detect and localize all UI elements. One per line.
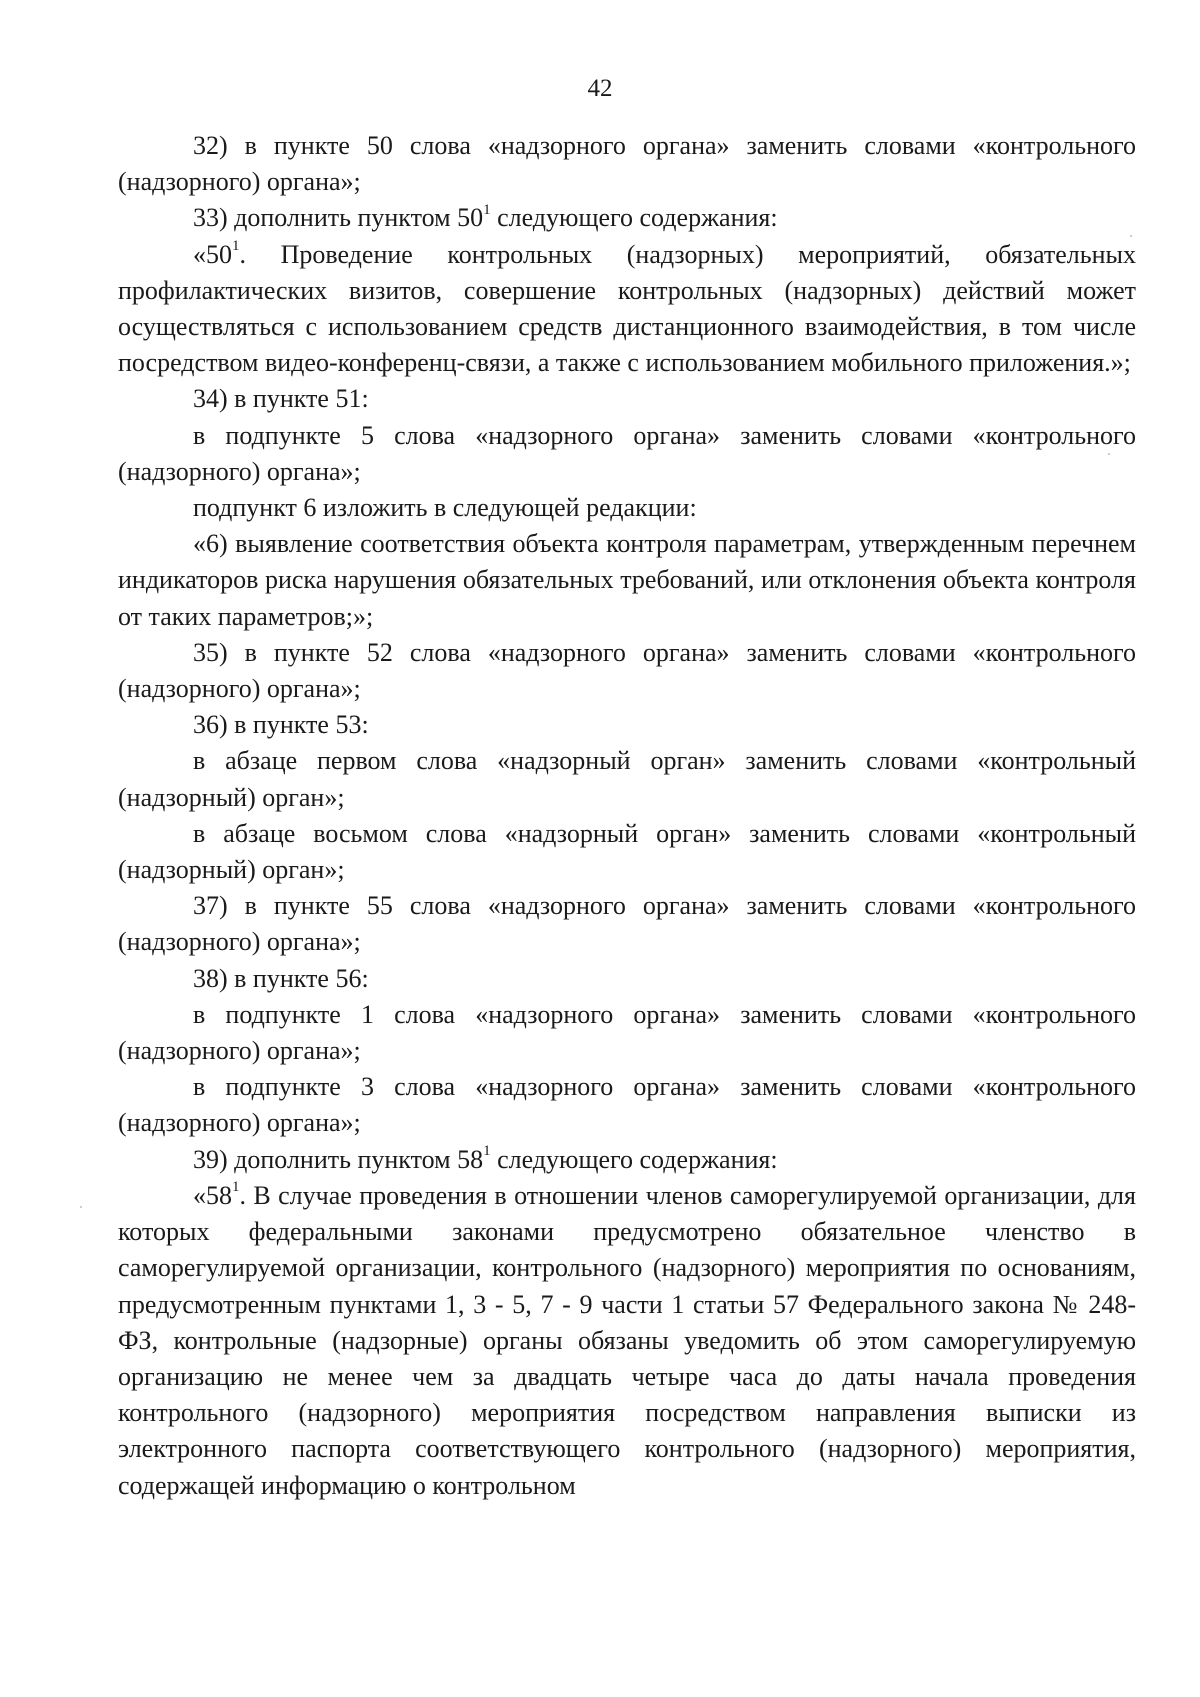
paragraph-quote-58-1: «$58^1$. В случае проведения в отношении членов саморегулируемой организации, для которых федеральными законами предусмотрено обязательное членство в саморегулируемой организации, контрольного (надзорного) мероприятия по основаниям, предусмотренным пунктами 1, 3 - 5, 7 - 9 части 1 статьи 57 Федерального закона № 248-ФЗ, контрольные (надзорные) органы обязаны уведомить об этом саморегулируемую организацию не менее чем за двадцать четыре часа до даты начала проведения контрольного (надзорного) мероприятия посредством направления выписки из электронного паспорта соответствующего контрольного (надзорного) мероприятия, содержащей информацию о контрольном	[118, 1179, 1136, 1500]
paragraph-quote-50-1: «$50^1$. Проведение контрольных (надзорных) мероприятий, обязательных профилактических визитов, совершение контрольных (надзорных) действий может осуществляться с использованием средств дистанционного взаимодействия, в том числе посредством видео-конференц-связи, а также с использованием мобильного приложения.»;	[118, 237, 1136, 378]
paragraph-item-32: 32) в пункте 50 слова «надзорного органа» заменить словами «контрольного (надзорного) органа»;	[118, 131, 1136, 197]
paragraph-item-39: 39) дополнить пунктом $58^1$ следующего содержания:	[193, 1143, 778, 1174]
document-body	[118, 128, 1136, 1504]
scan-speck	[80, 1206, 82, 1208]
paragraph-subitem-1: в подпункте 1 слова «надзорного органа» заменить словами «контрольного (надзорного) органа»;	[118, 999, 1136, 1066]
scan-speck	[1108, 453, 1110, 455]
scan-speck	[1130, 235, 1132, 237]
paragraph-item-33: 33) дополнить пунктом $50^1$ следующего содержания:	[193, 201, 778, 233]
paragraph-item-35: 35) в пункте 52 слова «надзорного органа» заменить словами «контрольного (надзорного) органа»;	[118, 637, 1136, 704]
paragraph-subitem-5: в подпункте 5 слова «надзорного органа» заменить словами «контрольного (надзорного) органа»;	[118, 420, 1136, 486]
paragraph-item-37: 37) в пункте 55 слова «надзорного органа» заменить словами «контрольного (надзорного) органа»;	[118, 891, 1136, 957]
paragraph-item-34: 34) в пункте 51:	[193, 384, 369, 414]
paragraph-subitem-3: в подпункте 3 слова «надзорного органа» заменить словами «контрольного (надзорного) органа»;	[118, 1072, 1136, 1138]
paragraph-quote-6: «6) выявление соответствия объекта контроля параметрам, утвержденным перечнем индикаторов риска нарушения обязательных требований, или отклонения объекта контроля от таких параметров;»;	[118, 529, 1136, 631]
paragraph-abzac-eighth: в абзаце восьмом слова «надзорный орган» заменить словами «контрольный (надзорный) орган»;	[118, 818, 1136, 885]
paragraph-subitem-6-intro: подпункт 6 изложить в следующей редакции:	[193, 493, 697, 523]
page-number: 42	[587, 75, 613, 102]
paragraph-abzac-first: в абзаце первом слова «надзорный орган» заменить словами «контрольный (надзорный) орган»;	[118, 746, 1136, 812]
paragraph-item-36: 36) в пункте 53:	[193, 710, 369, 740]
paragraph-item-38: 38) в пункте 56:	[193, 963, 369, 993]
